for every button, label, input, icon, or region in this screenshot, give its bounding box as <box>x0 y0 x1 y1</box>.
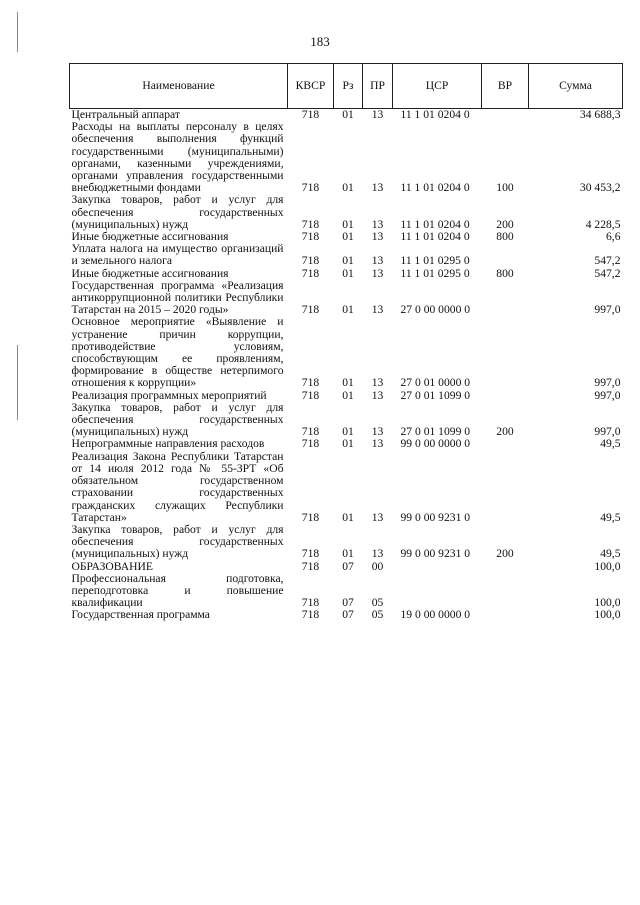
cell-vr <box>482 573 529 610</box>
cell-name: Расходы на выплаты персоналу в целях обеспечения выполнения функций государственными (муниципальными) органами, казенными учреждениями, органами управления государственными внебюджетными фондами <box>71 120 284 195</box>
cell-kvsr: 718 <box>301 510 320 524</box>
cell-name: Государственная программа <box>71 608 210 622</box>
cell-sum: 30 453,2 <box>579 181 621 195</box>
cell-kvsr: 718 <box>301 181 320 195</box>
header-vr: ВР <box>482 64 529 109</box>
cell-kvsr: 718 <box>301 388 320 402</box>
cell-kvsr: 718 <box>301 230 320 244</box>
header-kvsr: КВСР <box>288 64 334 109</box>
cell-rz: 01 <box>342 230 354 244</box>
cell-name: Государственная программа «Реализация антикоррупционной политики Республики Татарстан на 2015 – 2020 годы» <box>71 278 284 317</box>
cell-pr: 13 <box>371 510 384 524</box>
cell-sum: 997,0 <box>594 303 621 317</box>
cell-csr: 11 1 01 0204 0 <box>400 230 470 244</box>
cell-rz: 01 <box>342 303 354 317</box>
header-rz: Рз <box>334 64 363 109</box>
cell-name: Профессиональная подготовка, переподготовка и повышение квалификации <box>71 571 284 610</box>
cell-rz: 01 <box>342 254 354 268</box>
cell-name: Иные бюджетные ассигнования <box>71 230 229 244</box>
cell-pr: 13 <box>371 547 384 561</box>
cell-vr: 200 <box>496 217 514 231</box>
table-header-row <box>70 64 623 109</box>
cell-name: Уплата налога на имущество организаций и земельного налога <box>71 242 284 268</box>
table-row <box>70 561 623 573</box>
cell-csr <box>393 573 482 610</box>
cell-name: Реализация Закона Республики Татарстан от 14 июля 2012 года № 55-ЗРТ «Об обязательном государственном страховании государственных гражданских служащих Республики Татарстан» <box>71 449 284 524</box>
cell-kvsr: 718 <box>288 109 334 122</box>
cell-kvsr: 718 <box>301 559 320 573</box>
cell-vr: 200 <box>496 547 514 561</box>
cell-pr: 13 <box>371 181 384 195</box>
cell-csr: 11 1 01 0295 0 <box>400 266 470 280</box>
cell-name: Закупка товаров, работ и услуг для обеспечения государственных (муниципальных) нужд <box>71 400 284 439</box>
cell-kvsr: 718 <box>301 303 320 317</box>
cell-kvsr: 718 <box>301 547 320 561</box>
table-row <box>70 194 623 231</box>
cell-rz: 07 <box>342 608 354 622</box>
cell-name: Непрограммные направления расходов <box>71 437 265 451</box>
cell-kvsr: 718 <box>301 437 320 451</box>
cell-vr <box>482 451 529 524</box>
cell-kvsr: 718 <box>301 217 320 231</box>
table-row <box>70 121 623 194</box>
cell-vr: 800 <box>496 230 514 244</box>
cell-kvsr: 718 <box>301 608 320 622</box>
header-pr: ПР <box>363 64 393 109</box>
cell-vr <box>482 280 529 317</box>
cell-pr: 13 <box>371 425 384 439</box>
cell-rz: 01 <box>334 109 363 122</box>
cell-sum: 49,5 <box>600 547 621 561</box>
header-sum: Сумма <box>529 64 623 109</box>
cell-rz: 01 <box>342 425 354 439</box>
cell-rz: 07 <box>342 559 354 573</box>
cell-csr: 27 0 01 1099 0 <box>400 388 471 402</box>
cell-name: Центральный аппарат <box>70 109 288 122</box>
cell-name: Реализация программных мероприятий <box>71 388 267 402</box>
cell-pr: 13 <box>371 254 384 268</box>
cell-sum: 997,0 <box>594 376 621 390</box>
cell-rz: 07 <box>342 596 354 610</box>
cell-pr: 13 <box>363 109 393 122</box>
cell-vr: 100 <box>496 181 514 195</box>
cell-csr: 27 0 00 0000 0 <box>400 303 471 317</box>
cell-vr <box>482 438 529 450</box>
cell-csr: 11 1 01 0295 0 <box>400 254 470 268</box>
header-name: Наименование <box>70 64 288 109</box>
table-row <box>70 609 623 621</box>
table-row <box>70 268 623 280</box>
cell-csr: 11 1 01 0204 0 <box>400 217 470 231</box>
cell-pr: 13 <box>371 230 384 244</box>
cell-vr: 800 <box>496 266 514 280</box>
cell-csr <box>393 561 482 573</box>
cell-csr: 19 0 00 0000 0 <box>400 608 471 622</box>
table-row <box>70 573 623 610</box>
cell-rz: 01 <box>342 547 354 561</box>
cell-pr: 13 <box>371 266 384 280</box>
cell-rz: 01 <box>342 510 354 524</box>
cell-pr: 13 <box>371 388 384 402</box>
cell-pr: 13 <box>371 303 384 317</box>
cell-pr: 13 <box>371 376 384 390</box>
cell-vr <box>482 316 529 389</box>
cell-sum: 547,2 <box>594 254 621 268</box>
cell-rz: 01 <box>342 266 354 280</box>
table-row <box>70 280 623 317</box>
cell-sum: 997,0 <box>594 388 621 402</box>
cell-csr: 27 0 01 1099 0 <box>400 425 471 439</box>
cell-kvsr: 718 <box>301 254 320 268</box>
cell-name: Иные бюджетные ассигнования <box>71 266 229 280</box>
cell-sum: 100,0 <box>594 596 621 610</box>
cell-csr: 99 0 00 0000 0 <box>400 437 471 451</box>
budget-table <box>69 63 623 622</box>
cell-vr <box>482 561 529 573</box>
cell-pr: 00 <box>371 559 384 573</box>
cell-rz: 01 <box>342 181 354 195</box>
cell-name: Закупка товаров, работ и услуг для обеспечения государственных (муниципальных) нужд <box>71 522 284 561</box>
cell-csr: 11 1 01 0204 0 <box>393 109 482 122</box>
cell-rz: 01 <box>342 388 354 402</box>
cell-sum: 49,5 <box>600 437 621 451</box>
margin-mark-middle <box>17 345 18 420</box>
cell-rz: 01 <box>342 437 354 451</box>
cell-kvsr: 718 <box>301 376 320 390</box>
cell-sum: 49,5 <box>600 510 621 524</box>
header-csr: ЦСР <box>393 64 482 109</box>
cell-kvsr: 718 <box>301 266 320 280</box>
cell-sum: 4 228,5 <box>585 217 621 231</box>
cell-sum: 997,0 <box>594 425 621 439</box>
cell-sum: 547,2 <box>594 266 621 280</box>
cell-vr <box>482 609 529 621</box>
table-row <box>70 524 623 561</box>
cell-pr: 13 <box>371 217 384 231</box>
cell-csr: 99 0 00 9231 0 <box>400 510 471 524</box>
cell-sum: 6,6 <box>606 230 621 244</box>
table-row <box>70 402 623 439</box>
cell-kvsr: 718 <box>301 596 320 610</box>
table-row <box>70 451 623 524</box>
cell-pr: 13 <box>371 437 384 451</box>
cell-pr: 05 <box>371 596 384 610</box>
cell-kvsr: 718 <box>301 425 320 439</box>
cell-csr: 27 0 01 0000 0 <box>400 376 471 390</box>
cell-vr <box>482 243 529 267</box>
cell-csr: 11 1 01 0204 0 <box>400 181 470 195</box>
cell-sum: 34 688,3 <box>529 109 623 122</box>
cell-rz: 01 <box>342 217 354 231</box>
cell-name: Основное мероприятие «Выявление и устранение причин коррупции, противодействие условиям, способствующим ее проявлениям, формирование в обществе нетерпимого отношения к коррупции» <box>71 315 284 390</box>
cell-sum: 100,0 <box>594 608 621 622</box>
cell-rz: 01 <box>342 376 354 390</box>
cell-name: Закупка товаров, работ и услуг для обеспечения государственных (муниципальных) нужд <box>71 193 284 231</box>
table-row <box>70 243 623 267</box>
page-number: 183 <box>310 34 330 49</box>
cell-sum: 100,0 <box>594 559 621 573</box>
cell-pr: 05 <box>371 608 384 622</box>
cell-name: ОБРАЗОВАНИЕ <box>71 559 153 573</box>
table-row <box>70 316 623 389</box>
table-row <box>70 438 623 450</box>
cell-csr: 99 0 00 9231 0 <box>400 547 471 561</box>
cell-vr <box>482 109 529 122</box>
cell-vr <box>482 390 529 402</box>
cell-vr: 200 <box>496 425 514 439</box>
